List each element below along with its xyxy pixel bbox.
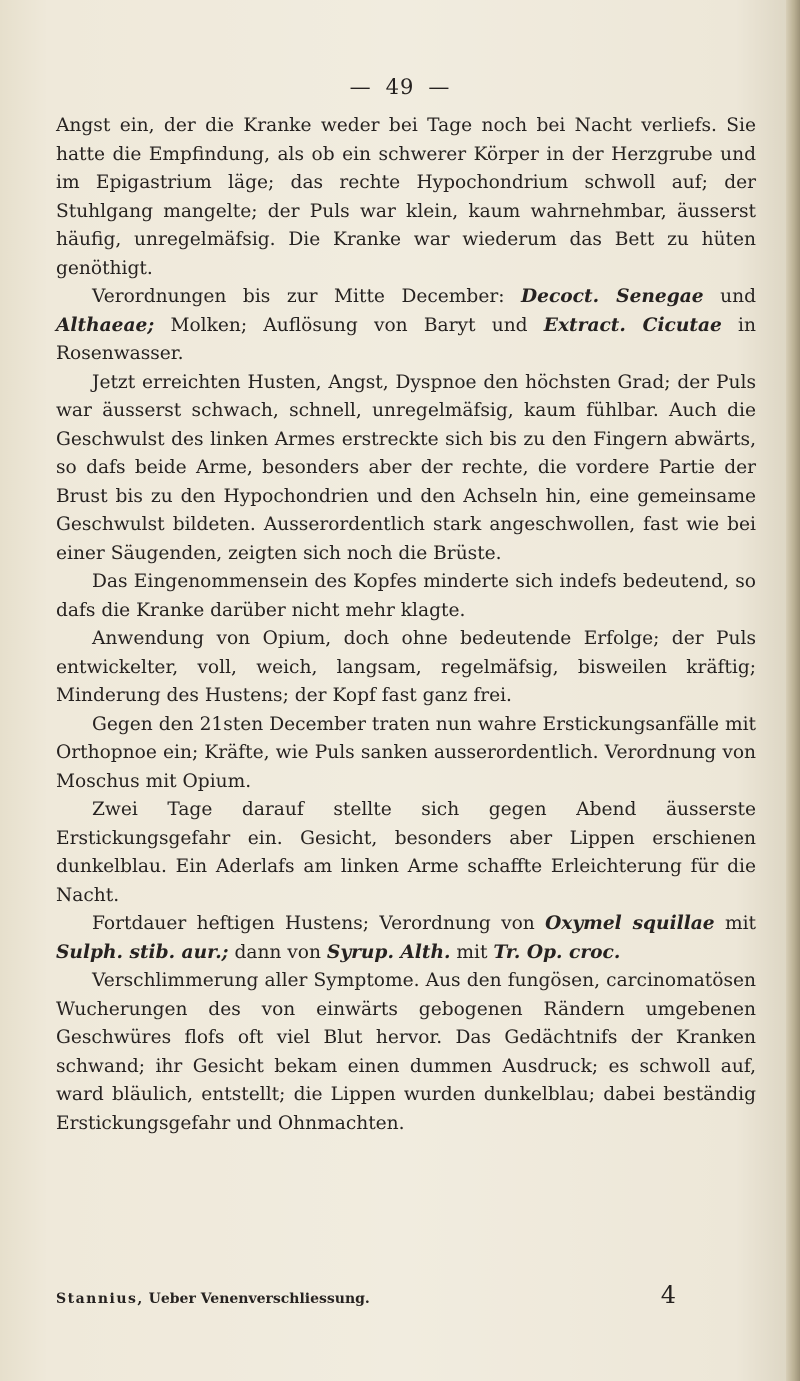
footer-title: Ueber Venenverschliessung.: [148, 1291, 370, 1307]
italic-term: Extract. Cicutae: [543, 314, 722, 336]
paragraph-text: Verordnungen bis zur Mitte December:: [92, 286, 521, 307]
page-number: 49: [385, 75, 415, 99]
body-text: [56, 112, 756, 1138]
paragraph-text: Fortdauer heftigen Hustens; Verordnung von: [92, 913, 546, 934]
paragraph-text: dann von: [228, 941, 327, 963]
paragraph: [56, 568, 756, 625]
italic-term: Oxymel squillae: [545, 913, 715, 934]
paragraph: [56, 369, 756, 569]
footer-author: Stannius,: [56, 1291, 144, 1307]
paragraph: [56, 711, 756, 797]
paragraph-text: in Rosenwasser.: [56, 314, 756, 364]
italic-term: Tr. Op. croc.: [493, 941, 621, 963]
italic-term: Althaeae;: [56, 314, 155, 336]
paragraph: [56, 910, 756, 967]
italic-term: Decoct. Senegae: [521, 286, 704, 307]
paragraph-text: Anwendung von Opium, doch ohne bedeutende Erfolge; der Puls entwickelter, voll, weich, langsam, regelmäfsig, bisweilen kräftig; Minderung des Hustens; der Kopf fast ganz frei.: [56, 628, 756, 706]
paragraph-text: Molken; Auflösung von Baryt und: [154, 314, 544, 336]
page-edge: [786, 0, 800, 1381]
paragraph-text: mit: [714, 913, 756, 934]
paragraph-text: Angst ein, der die Kranke weder bei Tage noch bei Nacht verliefs. Sie hatte die Empfindung, als ob ein schwerer Körper in der Herzgrube und im Epigastrium läge; das rechte Hypochondrium schwoll auf; der Stuhlgang mangelte; der Puls war klein, kaum wahrnehmbar, äusserst häufig, unregelmäfsig. Die Kranke war wiederum das Bett zu hüten genöthigt.: [56, 115, 756, 279]
signature-mark: 4: [660, 1281, 676, 1309]
page-header: [0, 75, 800, 99]
italic-term: Sulph. stib. aur.;: [56, 941, 229, 963]
running-footer: [56, 1291, 370, 1307]
header-dash-right: —: [428, 75, 451, 99]
italic-term: Syrup. Alth.: [326, 941, 451, 963]
paragraph: [56, 625, 756, 711]
paragraph: [56, 967, 756, 1138]
paragraph: [56, 283, 756, 369]
paragraph: [56, 796, 756, 910]
paragraph-text: und: [703, 286, 756, 307]
paragraph: [56, 112, 756, 283]
header-dash-left: —: [349, 75, 372, 99]
paragraph-text: mit: [450, 941, 494, 963]
paragraph-text: Zwei Tage darauf stellte sich gegen Abend äusserste Erstickungsgefahr ein. Gesicht, besonders aber Lippen erschienen dunkelblau. Ein Aderlafs am linken Arme schaffte Erleichterung für die Nacht.: [56, 799, 756, 906]
paragraph-text: Das Eingenommensein des Kopfes minderte sich indefs bedeutend, so dafs die Kranke darüber nicht mehr klagte.: [56, 571, 756, 621]
paragraph-text: Jetzt erreichten Husten, Angst, Dyspnoe den höchsten Grad; der Puls war äusserst schwach, schnell, unregelmäfsig, kaum fühlbar. Auch die Geschwulst des linken Armes erstreckte sich bis zu den Fingern abwärts, so dafs beide Arme, besonders aber der rechte, die vordere Partie der Brust bis zu den Hypochondrien und den Achseln hin, eine gemeinsame Geschwulst bildeten. Ausserordentlich stark angeschwollen, fast wie bei einer Säugenden, zeigten sich noch die Brüste.: [56, 371, 756, 564]
page-footer: [56, 1281, 756, 1315]
paragraph-text: Verschlimmerung aller Symptome. Aus den fungösen, carcinomatösen Wucherungen des von einwärts gebogenen Rändern umgebenen Geschwüres flofs oft viel Blut hervor. Das Gedächtnifs der Kranken schwand; ihr Gesicht bekam einen dummen Ausdruck; es schwoll auf, ward bläulich, entstellt; die Lippen wurden dunkelblau; dabei beständig Erstickungsgefahr und Ohnmachten.: [56, 970, 756, 1134]
paragraph-text: Gegen den 21sten December traten nun wahre Erstickungsanfälle mit Orthopnoe ein; Kräfte, wie Puls sanken ausserordentlich. Verordnung von Moschus mit Opium.: [56, 713, 756, 792]
